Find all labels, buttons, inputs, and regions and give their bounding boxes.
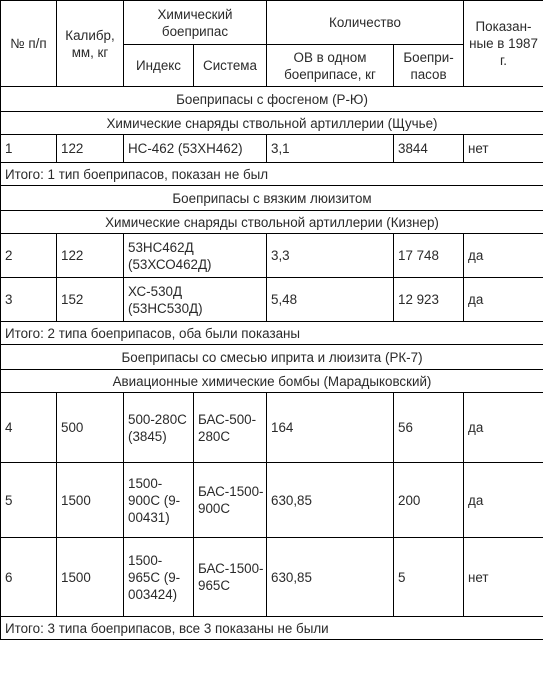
- section-subtitle: Химические снаряды ствольной артиллерии (Кизнер): [1, 211, 543, 234]
- total-row: [1, 163, 543, 186]
- section-subtitle-row: [1, 211, 543, 234]
- table-row: [1, 234, 543, 278]
- header-shown: Показанные в 1987 г.: [464, 1, 543, 87]
- cell-caliber: 122: [57, 234, 124, 278]
- cell-caliber: 1500: [57, 463, 124, 538]
- cell-caliber: 500: [57, 393, 124, 463]
- header-num: № п/п: [1, 1, 57, 87]
- cell-num: 1: [1, 135, 57, 163]
- cell-count: 12 923: [394, 278, 464, 322]
- section-title-row: [1, 186, 543, 211]
- cell-caliber: 122: [57, 135, 124, 163]
- section-subtitle: Химические снаряды ствольной артиллерии (Щучье): [1, 112, 543, 135]
- section-title: Боеприпасы со смесью иприта и люизита (РК-7): [1, 345, 543, 370]
- cell-count: 17 748: [394, 234, 464, 278]
- cell-num: 5: [1, 463, 57, 538]
- cell-system: БАС-500-280С: [194, 393, 267, 463]
- cell-agent: 3,1: [267, 135, 394, 163]
- cell-count: 5: [394, 538, 464, 617]
- cell-system: БАС-1500-965С: [194, 538, 267, 617]
- cell-shown: да: [464, 393, 543, 463]
- header-row-1: [1, 1, 543, 45]
- section-total: Итого: 2 типа боеприпасов, оба были показаны: [1, 322, 543, 345]
- section-total: Итого: 3 типа боеприпасов, все 3 показаны не были: [1, 617, 543, 640]
- section-subtitle: Авиационные химические бомбы (Марадыковский): [1, 370, 543, 393]
- table-row: [1, 278, 543, 322]
- cell-num: 2: [1, 234, 57, 278]
- cell-index: ХС-530Д (53НС530Д): [124, 278, 267, 322]
- cell-agent: 630,85: [267, 538, 394, 617]
- cell-num: 4: [1, 393, 57, 463]
- table-row: [1, 538, 543, 617]
- cell-num: 3: [1, 278, 57, 322]
- section-subtitle-row: [1, 112, 543, 135]
- cell-shown: да: [464, 463, 543, 538]
- cell-caliber: 1500: [57, 538, 124, 617]
- cell-shown: нет: [464, 135, 543, 163]
- cell-agent: 630,85: [267, 463, 394, 538]
- section-title: Боеприпасы с вязким люизитом: [1, 186, 543, 211]
- cell-shown: да: [464, 278, 543, 322]
- cell-index: 53НС462Д (53ХСО462Д): [124, 234, 267, 278]
- total-row: [1, 617, 543, 640]
- cell-shown: нет: [464, 538, 543, 617]
- cell-count: 200: [394, 463, 464, 538]
- header-agent-per-munition: ОВ в одном боеприпасе, кг: [267, 45, 394, 87]
- section-subtitle-row: [1, 370, 543, 393]
- cell-num: 6: [1, 538, 57, 617]
- cell-system: БАС-1500-900С: [194, 463, 267, 538]
- cell-index: 1500-965С (9-003424): [124, 538, 194, 617]
- table-row: [1, 135, 543, 163]
- cell-agent: 5,48: [267, 278, 394, 322]
- total-row: [1, 322, 543, 345]
- header-munition: Химический боеприпас: [124, 1, 267, 45]
- header-caliber: Калибр, мм, кг: [57, 1, 124, 87]
- header-index: Индекс: [124, 45, 194, 87]
- table-row: [1, 463, 543, 538]
- header-quantity: Количество: [267, 1, 464, 45]
- cell-index: 500-280С (3845): [124, 393, 194, 463]
- header-system: Система: [194, 45, 267, 87]
- cell-agent: 3,3: [267, 234, 394, 278]
- cell-index: НС-462 (53ХН462): [124, 135, 267, 163]
- table-row: [1, 393, 543, 463]
- cell-count: 56: [394, 393, 464, 463]
- header-munitions-count: Боеприпасов: [394, 45, 464, 87]
- section-title-row: [1, 345, 543, 370]
- cell-index: 1500-900С (9-00431): [124, 463, 194, 538]
- section-title: Боеприпасы с фосгеном (Р-Ю): [1, 87, 543, 112]
- cell-shown: да: [464, 234, 543, 278]
- section-total: Итого: 1 тип боеприпасов, показан не был: [1, 163, 543, 186]
- section-title-row: [1, 87, 543, 112]
- cell-count: 3844: [394, 135, 464, 163]
- cell-agent: 164: [267, 393, 394, 463]
- cell-caliber: 152: [57, 278, 124, 322]
